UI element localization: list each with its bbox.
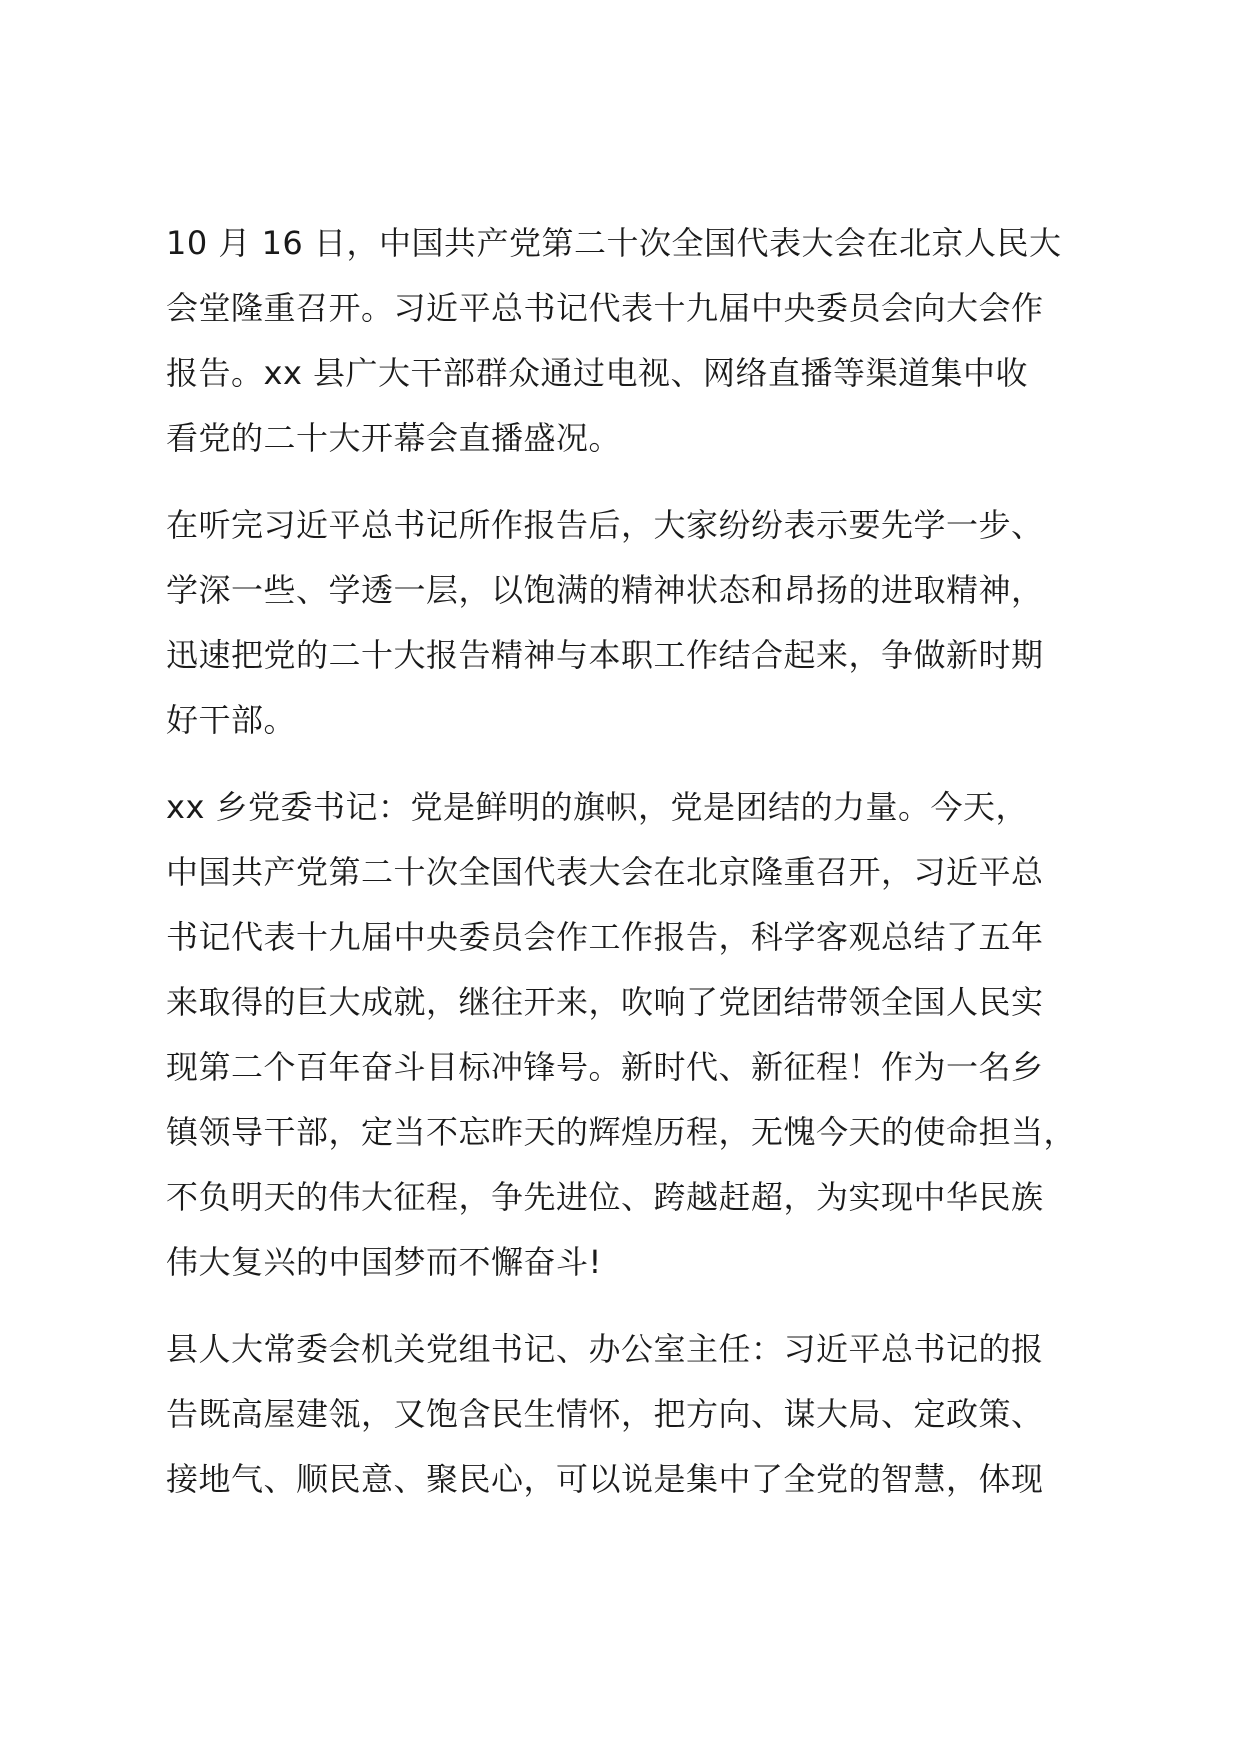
text-line: 接地气、顺民意、聚民心，可以说是集中了全党的智慧，体现 [166,1460,1044,1498]
text-line: 好干部。 [166,701,297,739]
text-line: 县人大常委会机关党组书记、办公室主任：习近平总书记的报 [166,1330,1044,1368]
text-line: 在听完习近平总书记所作报告后，大家纷纷表示要先学一步、 [166,506,1044,544]
text-line: 伟大复兴的中国梦而不懈奋斗! [166,1243,602,1281]
text-line: 中国共产党第二十次全国代表大会在北京隆重召开，习近平总 [166,853,1044,891]
paragraph-township-secretary [166,775,1086,1295]
text-line: 告既高屋建瓴，又饱含民生情怀，把方向、谋大局、定政策、 [166,1395,1044,1433]
text-line: xx 乡党委书记：党是鲜明的旗帜，党是团结的力量。今天， [166,788,1029,826]
document-body [166,211,1086,1534]
text-line: 迅速把党的二十大报告精神与本职工作结合起来，争做新时期 [166,636,1044,674]
text-line: 书记代表十九届中央委员会作工作报告，科学客观总结了五年 [166,918,1044,956]
paragraph-cadre-response [166,493,1086,753]
text-line: 学深一些、学透一层，以饱满的精神状态和昂扬的进取精神， [166,571,1044,609]
text-line: 不负明天的伟大征程，争先进位、跨越赶超，为实现中华民族 [166,1178,1044,1216]
paragraph-county-congress-office [166,1317,1086,1512]
text-line: 镇领导干部，定当不忘昨天的辉煌历程，无愧今天的使命担当， [166,1113,1077,1151]
text-line: 报告。xx 县广大干部群众通过电视、网络直播等渠道集中收 [166,354,1029,392]
text-line: 现第二个百年奋斗目标冲锋号。新时代、新征程！作为一名乡 [166,1048,1044,1086]
text-line: 会堂隆重召开。习近平总书记代表十九届中央委员会向大会作 [166,289,1044,327]
text-line: 来取得的巨大成就，继往开来，吹响了党团结带领全国人民实 [166,983,1044,1021]
paragraph-congress-opening [166,211,1086,471]
text-line: 看党的二十大开幕会直播盛况。 [166,419,622,457]
text-line: 10 月 16 日，中国共产党第二十次全国代表大会在北京人民大 [166,224,1062,262]
